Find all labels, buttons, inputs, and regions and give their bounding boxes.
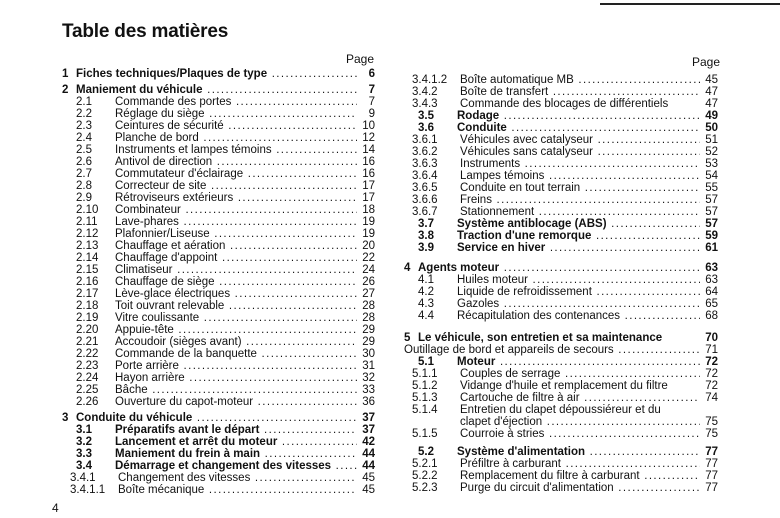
toc-entry-label: Purge du circuit d'alimentation — [460, 482, 614, 494]
toc-entry-number: 3.6.2 — [412, 146, 438, 158]
toc-entry-page: 65 — [702, 298, 718, 310]
toc-entry-number: 2.15 — [76, 264, 99, 276]
toc-entry — [62, 312, 375, 324]
toc-entry — [62, 180, 375, 192]
toc-entry-number: 2.25 — [76, 384, 99, 396]
toc-entry-page: 19 — [359, 216, 375, 228]
toc-entry-page: 47 — [702, 86, 718, 98]
toc-entry-label: Accoudoir (sièges avant) — [115, 336, 242, 348]
toc-entry-label: Appuie-tête — [115, 324, 174, 336]
toc-entry-number: 2.16 — [76, 276, 99, 288]
toc-entry-label: Bâche — [115, 384, 148, 396]
page-column-label-right: Page — [692, 55, 721, 69]
toc-entry — [404, 194, 718, 206]
toc-entry-label: Ceintures de sécurité — [115, 120, 224, 132]
toc-entry-number: 4.2 — [418, 286, 434, 298]
toc-entry-number: 3.6.3 — [412, 158, 438, 170]
toc-entry-number: 2.24 — [76, 372, 99, 384]
toc-entry — [62, 336, 375, 348]
toc-entry-page: 37 — [359, 424, 375, 436]
toc-entry — [62, 372, 375, 384]
toc-entry — [404, 344, 718, 356]
toc-entry-label: Conduite du véhicule — [76, 412, 193, 424]
toc-entry-number: 2.10 — [76, 204, 99, 216]
toc-entry-number: 3.6.5 — [412, 182, 438, 194]
toc-entry-number: 2.2 — [76, 108, 92, 120]
toc-entry-label: Réglage du siège — [115, 108, 205, 120]
toc-entry-number: 3.1 — [76, 424, 92, 436]
toc-entry-page: 30 — [359, 348, 375, 360]
toc-entry-label: Véhicules sans catalyseur — [460, 146, 593, 158]
toc-entry — [404, 218, 718, 230]
toc-entry — [62, 276, 375, 288]
toc-entry-page: 51 — [702, 134, 718, 146]
toc-entry-label: Traction d'une remorque — [457, 230, 592, 242]
toc-entry-number: 3.4.1 — [70, 472, 96, 484]
toc-entry-number: 2.17 — [76, 288, 99, 300]
toc-entry-page: 32 — [359, 372, 375, 384]
toc-entry-number: 2.5 — [76, 144, 92, 156]
toc-entry-label: Fiches techniques/Plaques de type — [76, 68, 268, 80]
toc-entry-number: 2.22 — [76, 348, 99, 360]
toc-entry — [62, 68, 375, 80]
toc-entry-label: Système antiblocage (ABS) — [457, 218, 607, 230]
toc-entry-number: 2.8 — [76, 180, 92, 192]
toc-entry — [62, 288, 375, 300]
toc-entry-label: Vidange d'huile et remplacement du filtre — [460, 380, 668, 392]
toc-entry-number: 2.6 — [76, 156, 92, 168]
toc-entry-number: 5.1 — [418, 356, 434, 368]
toc-entry-number: 3.6.4 — [412, 170, 438, 182]
toc-entry-number: 5.2 — [418, 446, 434, 458]
toc-entry-label: Hayon arrière — [115, 372, 185, 384]
toc-entry-number: 5.1.2 — [412, 380, 438, 392]
toc-entry-label: Toit ouvrant relevable — [115, 300, 225, 312]
toc-entry-page: 33 — [359, 384, 375, 396]
toc-entry-label: Instruments et lampes témoins — [115, 144, 272, 156]
toc-entry — [62, 252, 375, 264]
toc-entry-label: Service en hiver — [457, 242, 546, 254]
toc-entry-label: Conduite en tout terrain — [460, 182, 581, 194]
toc-entry-number: 3.4.1.1 — [70, 484, 106, 496]
toc-entry-page: 72 — [702, 356, 718, 368]
toc-entry-number: 2.11 — [76, 216, 98, 228]
toc-entry-label: Antivol de direction — [115, 156, 213, 168]
toc-entry-page: 49 — [702, 110, 718, 122]
toc-entry — [62, 460, 375, 472]
toc-entry — [62, 228, 375, 240]
toc-entry-number: 2.1 — [76, 96, 92, 108]
toc-entry-number: 5.2.1 — [412, 458, 438, 470]
toc-entry-number: 2.20 — [76, 324, 99, 336]
toc-entry-number: 3.2 — [76, 436, 92, 448]
toc-entry-label: clapet d'éjection — [460, 416, 543, 428]
toc-entry — [62, 324, 375, 336]
toc-entry-number: 5.1.3 — [412, 392, 438, 404]
toc-entry-label: Ouverture du capot-moteur — [115, 396, 254, 408]
toc-entry-number: 5.2.3 — [412, 482, 438, 494]
toc-entry — [62, 156, 375, 168]
toc-entry — [62, 300, 375, 312]
toc-entry — [404, 182, 718, 194]
toc-entry — [62, 436, 375, 448]
toc-entry-label: Lampes témoins — [460, 170, 545, 182]
toc-entry — [62, 144, 375, 156]
toc-entry-number: 2.21 — [76, 336, 99, 348]
toc-entry-label: Système d'alimentation — [457, 446, 585, 458]
toc-entry-page: 45 — [359, 472, 375, 484]
toc-entry-label: Courroie à stries — [460, 428, 545, 440]
toc-entry-label: Agents moteur — [418, 262, 500, 274]
toc-entry-label: Climatiseur — [115, 264, 173, 276]
toc-entry-label: Commande des portes — [115, 96, 232, 108]
toc-entry — [404, 170, 718, 182]
toc-entry-label: Porte arrière — [115, 360, 179, 372]
toc-entry-number: 2.18 — [76, 300, 99, 312]
toc-entry-page: 74 — [702, 392, 718, 404]
toc-entry — [62, 192, 375, 204]
toc-entry-label: Commande de la banquette — [115, 348, 257, 360]
toc-entry-page: 16 — [359, 156, 375, 168]
toc-entry-page: 20 — [359, 240, 375, 252]
toc-entry-page: 44 — [359, 460, 375, 472]
toc-entry — [404, 356, 718, 368]
toc-entry-page: 59 — [702, 230, 718, 242]
toc-entry-label: Couples de serrage — [460, 368, 561, 380]
toc-entry-page: 64 — [702, 286, 718, 298]
toc-entry-page: 44 — [359, 448, 375, 460]
toc-entry-page: 7 — [366, 84, 375, 96]
toc-entry — [404, 368, 718, 380]
toc-entry-label: Conduite — [457, 122, 507, 134]
toc-entry-number: 3.7 — [418, 218, 434, 230]
toc-entry-label: Rétroviseurs extérieurs — [115, 192, 234, 204]
toc-entry-label: Boîte de transfert — [460, 86, 549, 98]
toc-entry-number: 3.6.7 — [412, 206, 438, 218]
toc-entry — [62, 412, 375, 424]
toc-entry-label: Gazoles — [457, 298, 500, 310]
toc-entry — [404, 310, 718, 322]
toc-entry-number: 3.6.1 — [412, 134, 438, 146]
toc-entry-label: Chauffage et aération — [115, 240, 226, 252]
toc-entry — [404, 158, 718, 170]
toc-entry — [62, 384, 375, 396]
toc-entry-number: 3.6.6 — [412, 194, 438, 206]
toc-entry — [404, 470, 718, 482]
toc-entry — [62, 204, 375, 216]
toc-entry-page: 50 — [702, 122, 718, 134]
toc-entry-label: Commande des blocages de différentiels — [460, 98, 669, 110]
toc-right-column — [404, 0, 721, 518]
toc-entry-label: Boîte mécanique — [118, 484, 205, 496]
toc-entry-number: 4.4 — [418, 310, 434, 322]
toc-entry-page: 9 — [366, 108, 375, 120]
toc-entry-label: Correcteur de site — [115, 180, 207, 192]
toc-entry-page: 37 — [359, 412, 375, 424]
toc-entry-page: 55 — [702, 182, 718, 194]
toc-entry-label: Liquide de refroidissement — [457, 286, 592, 298]
toc-entry-page: 28 — [359, 312, 375, 324]
toc-entry-page: 22 — [359, 252, 375, 264]
toc-entry-label: Rodage — [457, 110, 500, 122]
toc-entry — [404, 416, 718, 428]
toc-left-column — [62, 0, 375, 518]
toc-entry-number: 3 — [62, 412, 69, 424]
toc-entry — [62, 84, 375, 96]
toc-entry-label: Freins — [460, 194, 492, 206]
toc-entry — [62, 96, 375, 108]
toc-entry-page: 7 — [366, 96, 375, 108]
toc-entry-label: Entretien du clapet dépoussiéreur et du — [460, 404, 661, 416]
toc-entry-label: Instruments — [460, 158, 521, 170]
toc-entry-page: 53 — [702, 158, 718, 170]
toc-entry — [62, 264, 375, 276]
toc-entry — [62, 132, 375, 144]
toc-entry — [404, 134, 718, 146]
toc-entry — [404, 404, 718, 416]
toc-entry-page: 29 — [359, 324, 375, 336]
toc-entry-page: 29 — [359, 336, 375, 348]
toc-entry — [404, 122, 718, 134]
toc-entry-label: Planche de bord — [115, 132, 199, 144]
toc-entry-page: 16 — [359, 168, 375, 180]
toc-entry-number: 5.1.1 — [412, 368, 438, 380]
toc-entry-page: 57 — [702, 194, 718, 206]
toc-entry — [404, 482, 718, 494]
toc-entry — [62, 120, 375, 132]
toc-entry-page: 6 — [366, 68, 375, 80]
toc-entry — [404, 286, 718, 298]
toc-entry-label: Le véhicule, son entretien et sa maintenance — [418, 332, 663, 344]
toc-entry-page: 75 — [702, 428, 718, 440]
toc-entry — [62, 424, 375, 436]
toc-entry-number: 2.14 — [76, 252, 99, 264]
toc-entry-number: 5 — [404, 332, 411, 344]
toc-entry-page: 72 — [702, 380, 718, 392]
toc-entry-page: 24 — [359, 264, 375, 276]
toc-entry-number: 3.8 — [418, 230, 434, 242]
toc-entry — [62, 348, 375, 360]
toc-entry — [404, 242, 718, 254]
toc-entry-number: 4.3 — [418, 298, 434, 310]
toc-entry-number: 3.6 — [418, 122, 434, 134]
toc-entry-number: 3.5 — [418, 110, 434, 122]
toc-entry-label: Commutateur d'éclairage — [115, 168, 244, 180]
toc-entry-label: Changement des vitesses — [118, 472, 251, 484]
toc-entry — [404, 262, 718, 274]
toc-entry — [62, 472, 375, 484]
toc-entry-number: 3.4.1.2 — [412, 74, 448, 86]
toc-entry-number: 2.26 — [76, 396, 99, 408]
toc-entry-page: 45 — [702, 74, 718, 86]
toc-entry — [404, 274, 718, 286]
toc-entry-label: Vitre coulissante — [115, 312, 200, 324]
toc-entry-label: Récapitulation des contenances — [457, 310, 621, 322]
toc-entry-label: Préparatifs avant le départ — [115, 424, 260, 436]
toc-entry-page: 14 — [359, 144, 375, 156]
toc-entry — [404, 392, 718, 404]
toc-entry-label: Huiles moteur — [457, 274, 528, 286]
toc-entry-label: Stationnement — [460, 206, 535, 218]
toc-entry — [62, 240, 375, 252]
toc-entry-number: 5.1.4 — [412, 404, 438, 416]
toc-entry — [404, 86, 718, 98]
toc-entry-label: Outillage de bord et appareils de secours — [404, 344, 614, 356]
toc-entry — [404, 230, 718, 242]
toc-entry-page: 52 — [702, 146, 718, 158]
page-number: 4 — [52, 501, 59, 515]
toc-entry-label: Remplacement du filtre à carburant — [460, 470, 640, 482]
toc-entry-page: 17 — [359, 180, 375, 192]
toc-entry-number: 2 — [62, 84, 69, 96]
toc-entry-page: 57 — [702, 218, 718, 230]
toc-entry-label: Cartouche de filtre à air — [460, 392, 580, 404]
toc-entry-number: 2.7 — [76, 168, 92, 180]
toc-entry-page: 72 — [702, 368, 718, 380]
toc-entry-page: 75 — [702, 416, 718, 428]
toc-entry-number: 5.2.2 — [412, 470, 438, 482]
toc-entry-page: 36 — [359, 396, 375, 408]
toc-entry-number: 2.3 — [76, 120, 92, 132]
toc-entry-number: 2.19 — [76, 312, 99, 324]
toc-entry-number: 3.9 — [418, 242, 434, 254]
toc-entry — [62, 360, 375, 372]
toc-entry-number: 2.23 — [76, 360, 99, 372]
toc-entry — [62, 396, 375, 408]
toc-entry-page: 63 — [702, 274, 718, 286]
toc-entry — [62, 168, 375, 180]
toc-entry — [62, 448, 375, 460]
toc-entry-page: 42 — [359, 436, 375, 448]
toc-entry-label: Démarrage et changement des vitesses — [115, 460, 332, 472]
toc-entry-label: Combinateur — [115, 204, 181, 216]
toc-entry-label: Maniement du frein à main — [115, 448, 261, 460]
toc-entry — [404, 458, 718, 470]
toc-entry-page: 10 — [359, 120, 375, 132]
toc-entry-page: 28 — [359, 300, 375, 312]
toc-entry-page: 77 — [702, 482, 718, 494]
toc-entry-label: Véhicules avec catalyseur — [460, 134, 593, 146]
toc-entry-label: Préfiltre à carburant — [460, 458, 561, 470]
toc-entry-page: 45 — [359, 484, 375, 496]
toc-entry-page: 71 — [702, 344, 718, 356]
toc-entry-number: 3.4.2 — [412, 86, 438, 98]
page-title: Table des matières — [62, 21, 229, 42]
toc-entry-page: 70 — [702, 332, 718, 344]
toc-entry-number: 2.12 — [76, 228, 99, 240]
toc-entry-page: 63 — [702, 262, 718, 274]
toc-entry-page: 19 — [359, 228, 375, 240]
toc-entry — [404, 380, 718, 392]
toc-entry-number: 1 — [62, 68, 69, 80]
toc-entry-page: 57 — [702, 206, 718, 218]
toc-entry-page: 18 — [359, 204, 375, 216]
toc-entry — [404, 428, 718, 440]
toc-entry-number: 2.4 — [76, 132, 92, 144]
toc-entry-number: 3.3 — [76, 448, 92, 460]
toc-entry-page: 54 — [702, 170, 718, 182]
toc-entry-number: 3.4 — [76, 460, 92, 472]
page-column-label-left: Page — [346, 52, 375, 66]
toc-entry — [404, 98, 718, 110]
toc-entry-label: Chauffage d'appoint — [115, 252, 218, 264]
toc-entry-page: 68 — [702, 310, 718, 322]
toc-entry-number: 4.1 — [418, 274, 434, 286]
toc-entry — [404, 446, 718, 458]
toc-entry-label: Maniement du véhicule — [76, 84, 203, 96]
toc-entry-label: Lève-glace électriques — [115, 288, 231, 300]
toc-entry — [404, 332, 718, 344]
toc-entry-page: 27 — [359, 288, 375, 300]
toc-entry-page: 77 — [702, 446, 718, 458]
toc-entry-label: Plafonnier/Liseuse — [115, 228, 210, 240]
toc-entry — [62, 216, 375, 228]
toc-entry-number: 2.13 — [76, 240, 99, 252]
toc-entry-page: 77 — [702, 458, 718, 470]
toc-entry-number: 2.9 — [76, 192, 92, 204]
toc-entry-page: 17 — [359, 192, 375, 204]
toc-entry-label: Chauffage de siège — [115, 276, 215, 288]
toc-entry-page: 47 — [702, 98, 718, 110]
toc-entry-number: 4 — [404, 262, 411, 274]
toc-entry-label: Boîte automatique MB — [460, 74, 574, 86]
toc-entry-number: 5.1.5 — [412, 428, 438, 440]
toc-entry-label: Lave-phares — [115, 216, 179, 228]
toc-entry — [62, 484, 375, 496]
toc-entry-number: 3.4.3 — [412, 98, 438, 110]
toc-entry-page: 12 — [359, 132, 375, 144]
toc-entry — [62, 108, 375, 120]
toc-entry — [404, 206, 718, 218]
toc-entry-label: Moteur — [457, 356, 496, 368]
toc-entry-page: 26 — [359, 276, 375, 288]
toc-entry-label: Lancement et arrêt du moteur — [115, 436, 278, 448]
toc-entry-page: 31 — [359, 360, 375, 372]
toc-entry — [404, 74, 718, 86]
toc-entry — [404, 110, 718, 122]
toc-entry-page: 61 — [702, 242, 718, 254]
toc-entry-page: 77 — [702, 470, 718, 482]
toc-entry — [404, 298, 718, 310]
toc-entry — [404, 146, 718, 158]
